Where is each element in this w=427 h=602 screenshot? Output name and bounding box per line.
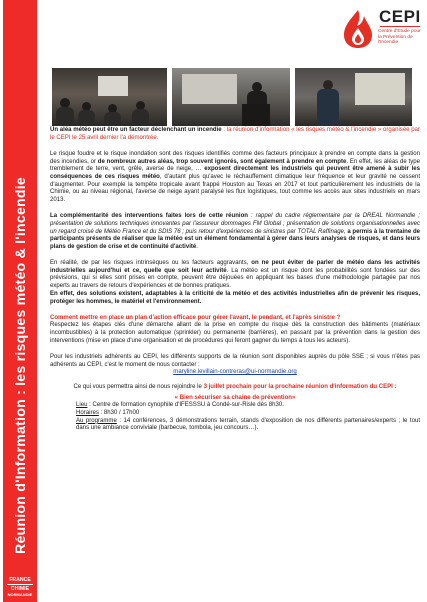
invitation-line: Ce qui vous permettra ainsi de nous rejoindre le 3 juillet prochain pour la prochaine réunion d'information du CEPI : xyxy=(73,383,397,390)
side-title-band xyxy=(3,0,37,602)
paragraph-hazards: Le risque foudre et le risque inondation sont des risques identifiés comme des facteurs principaux à prendre en compte dans la gestion des incendies, or de nombreux autres aléas, trop souvent ignorés, sont également à prendre en compte. En effet, les aléas de type tremblement de terre, vent, grêle, averse de neige, … exposent directement les industriels qui peuvent être amené à subir les conséquences de ces risques météo, d'autant plus qu'avec le réchauffement climatique leur fréquence et leur gravité ne cessent d'augmenter. Pour exemple la tempête tropicale avant frappé Houston au Texas en 2017 et tout particulièrement les industriels de la Chimie, ou au niveau régional, l'averse de neige ayant paralysé les flux logistiques, tout comme les accès aux sites industriels en mars 2013. xyxy=(50,150,421,204)
paragraph-contact: Pour les industriels adhérents au CEPI, les différents supports de la réunion sont disponibles auprès du pôle SSE ; si vous n'êtes pas adhérents au CEPI, c'est le moment de nous contacter : xyxy=(50,353,420,368)
speaker-presenting-photo xyxy=(295,68,412,126)
speaker-at-podium-photo xyxy=(172,68,290,126)
event-location: Lieu : Centre de formation cynophile d'IFESSSU à Condé-sur-Risle dès 8h30. xyxy=(76,402,284,409)
event-programme: Au programme : 14 conférences, 3 démonstrations terrain, stands d'exposition de nos différents partenaires/experts ; le tout dans une ambiance conviviale (barbecue, tombola, jeu concours…). xyxy=(76,417,420,432)
paragraph-steps: Respectez les étapes clés d'une démarche allant de la prise en compte du risque dès la construction des bâtiments (matériaux incombustibles) à la protection automatique (sprinkler) ou permanente (barrières), en passant par la prévention dans la gestion des interventions (mise en place d'une organisation et de procédures qui feront gagner du temps à tous les acteurs). xyxy=(50,322,420,344)
intro-paragraph: Un aléa météo peut être un facteur déclenchant un incendie : la réunion d'information « les risques météo & l'incendie » organisée par le CEPI le 25 avril dernier l'a démontrée. xyxy=(50,127,420,141)
paragraph-solutions: En effet, des solutions existent, adaptables à la criticité de la météo et des activités industrielles afin de prévenir les risques, protéger les hommes, le matériel et l'environnement. xyxy=(50,290,420,305)
event-details xyxy=(50,395,420,434)
article-body xyxy=(50,127,420,433)
conference-room-photo xyxy=(52,68,167,126)
paragraph-reality: En réalité, de par les risques intrinsèques ou les facteurs aggravants, on ne peut éviter de parler de météo dans les activités industrielles aujourd'hui et ce, quelle que soit leur activité. La météo est un risque dont les probabilités sont fondées sur des prévisions, qui si elles sont prises en compte, peuvent être déjouées en appliquant les bases d'une méthodologie partagée par nos experts au travers de retours d'expériences et de bonnes pratiques. xyxy=(50,260,420,290)
france-chimie-logo: FRANCE CHIMIE NORMANDIE xyxy=(7,577,33,597)
cepi-logo xyxy=(335,4,425,64)
logo-name: CEPI xyxy=(379,7,421,26)
photo-strip xyxy=(52,68,412,126)
contact-email-link[interactable]: maryline.levillain-contreras@ui-normandie.org xyxy=(173,369,297,376)
event-title: « Bien sécuriser sa chaîne de prévention» xyxy=(174,394,296,401)
paragraph-interventions: La complémentarité des interventions faites lors de cette réunion : rappel du cadre réglementaire par la DREAL Normandie ; présentation de solutions techniques innovantes par l'assureur dommages FM Global ; présentation de solutions organisationnelles avec un regard croisé de Météo France et du SDIS 76 ; puis retour d'expériences de sinistres par TOTAL Raffinage, a permis à la trentaine de participants présents de réaliser que la météo est un élément fondamental à gérer dans leurs analyses de risques, et dans leurs plans de gestion de crise et de continuité d'activité. xyxy=(50,213,420,250)
question-heading: Comment mettre en place un plan d'action efficace pour gérer l'avant, le pendant, et l'après sinistre ? xyxy=(50,314,341,321)
event-hours: Horaires : 8h30 / 17h00 xyxy=(76,410,140,417)
logo-tagline: Centre d'Etude pour la Prévention de l'Incendie xyxy=(378,29,421,46)
vertical-title: Réunion d'Information : les risques météo & l'incendie xyxy=(13,176,29,554)
flame-icon xyxy=(338,8,378,50)
